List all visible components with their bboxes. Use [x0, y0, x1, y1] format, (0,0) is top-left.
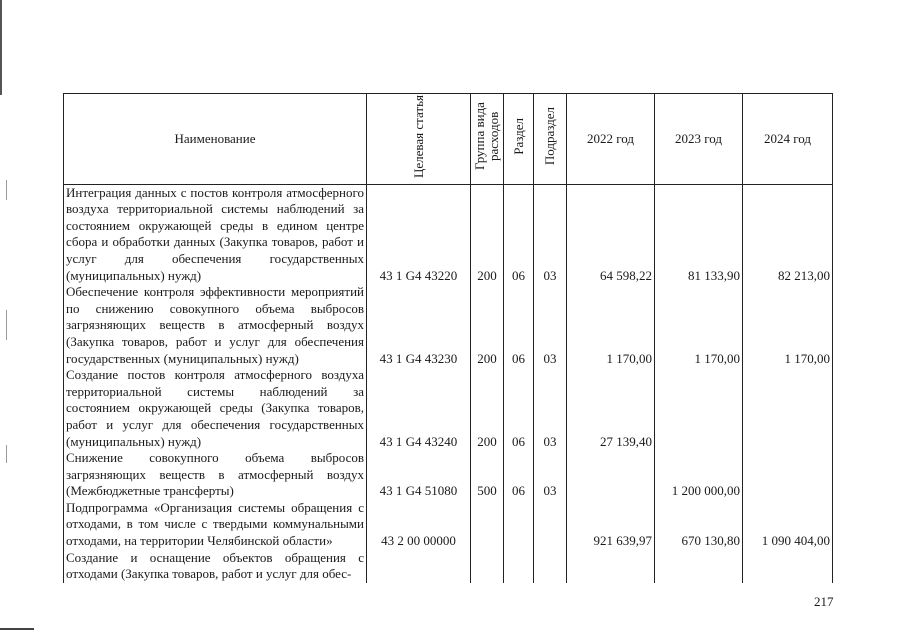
row-subsection: 03	[534, 284, 567, 367]
row-target-article: 43 1 G4 43240	[367, 367, 471, 450]
row-year-2022: 64 598,22	[567, 184, 655, 284]
row-section: 06	[504, 450, 534, 500]
row-target-article: 43 1 G4 51080	[367, 450, 471, 500]
row-expense-group	[471, 500, 504, 550]
header-year-2023: 2023 год	[655, 94, 743, 185]
header-subsection-label: Подраздел	[542, 107, 557, 166]
row-section: 06	[504, 184, 534, 284]
table-row	[64, 184, 833, 284]
row-year-2022	[567, 550, 655, 583]
scan-artifact	[6, 445, 7, 463]
header-subsection	[534, 94, 567, 185]
table-row	[64, 550, 833, 583]
header-expense-group-label: Группа вида расходов	[472, 102, 501, 171]
row-section	[504, 500, 534, 550]
scan-bottom-mark	[0, 628, 34, 630]
header-target-article-label: Целевая статья	[410, 94, 426, 178]
row-target-article: 43 2 00 00000	[367, 500, 471, 550]
header-target-article	[367, 94, 471, 185]
row-target-article: 43 1 G4 43220	[367, 184, 471, 284]
row-expense-group: 500	[471, 450, 504, 500]
table-row	[64, 450, 833, 500]
row-subsection: 03	[534, 184, 567, 284]
table-row	[64, 284, 833, 367]
row-section: 06	[504, 367, 534, 450]
scan-artifact	[6, 310, 7, 340]
row-year-2024	[743, 450, 833, 500]
row-section	[504, 550, 534, 583]
row-name: Снижение совокупного объема выбросов загрязняющих веществ в атмосферный воздух (Межбюджетные трансферты)	[64, 450, 367, 500]
row-year-2022	[567, 450, 655, 500]
row-target-article: 43 1 G4 43230	[367, 284, 471, 367]
row-year-2022: 921 639,97	[567, 500, 655, 550]
header-section-label: Раздел	[510, 118, 526, 155]
row-year-2024	[743, 367, 833, 450]
header-year-2022: 2022 год	[567, 94, 655, 185]
header-expense-group	[471, 94, 504, 185]
row-subsection	[534, 550, 567, 583]
row-subsection: 03	[534, 450, 567, 500]
row-year-2023: 1 200 000,00	[655, 450, 743, 500]
header-name: Наименование	[64, 94, 367, 185]
table-header-row	[64, 94, 833, 185]
row-year-2023	[655, 550, 743, 583]
row-expense-group: 200	[471, 367, 504, 450]
row-name: Создание постов контроля атмосферного воздуха территориальной системы наблюдений за состоянием окружающей среды (Закупка товаров, работ и услуг для обеспечения государственных (муниципальных) нужд)	[64, 367, 367, 450]
scan-left-edge	[0, 0, 2, 95]
row-year-2022: 27 139,40	[567, 367, 655, 450]
row-name: Интеграция данных с постов контроля атмосферного воздуха территориальной системы наблюдений за состоянием окружающей среды в едином центре сбора и обработки данных (Закупка товаров, работ и услуг для обеспечения государственных (муниципальных) нужд)	[64, 184, 367, 284]
row-name: Создание и оснащение объектов обращения с отходами (Закупка товаров, работ и услуг для обес-	[64, 550, 367, 583]
row-year-2023: 1 170,00	[655, 284, 743, 367]
row-section: 06	[504, 284, 534, 367]
row-subsection: 03	[534, 367, 567, 450]
row-name: Обеспечение контроля эффективности мероприятий по снижению совокупного объема выбросов загрязняющих веществ в атмосферный воздух (Закупка товаров, работ и услуг для обеспечения государственных (муниципальных) нужд)	[64, 284, 367, 367]
table-row	[64, 367, 833, 450]
row-target-article	[367, 550, 471, 583]
row-year-2023: 670 130,80	[655, 500, 743, 550]
row-year-2024: 1 090 404,00	[743, 500, 833, 550]
row-year-2024	[743, 550, 833, 583]
row-name: Подпрограмма «Организация системы обращения с отходами, в том числе с твердыми коммунальными отходами, на территории Челябинской области»	[64, 500, 367, 550]
header-year-2024: 2024 год	[743, 94, 833, 185]
row-expense-group: 200	[471, 184, 504, 284]
row-expense-group: 200	[471, 284, 504, 367]
row-year-2022: 1 170,00	[567, 284, 655, 367]
page-number: 217	[814, 594, 834, 609]
header-section	[504, 94, 534, 185]
row-year-2024: 1 170,00	[743, 284, 833, 367]
row-year-2023: 81 133,90	[655, 184, 743, 284]
scan-artifact	[6, 180, 7, 200]
row-year-2023	[655, 367, 743, 450]
row-expense-group	[471, 550, 504, 583]
row-year-2024: 82 213,00	[743, 184, 833, 284]
row-subsection	[534, 500, 567, 550]
table-row	[64, 500, 833, 550]
budget-table	[63, 93, 833, 583]
